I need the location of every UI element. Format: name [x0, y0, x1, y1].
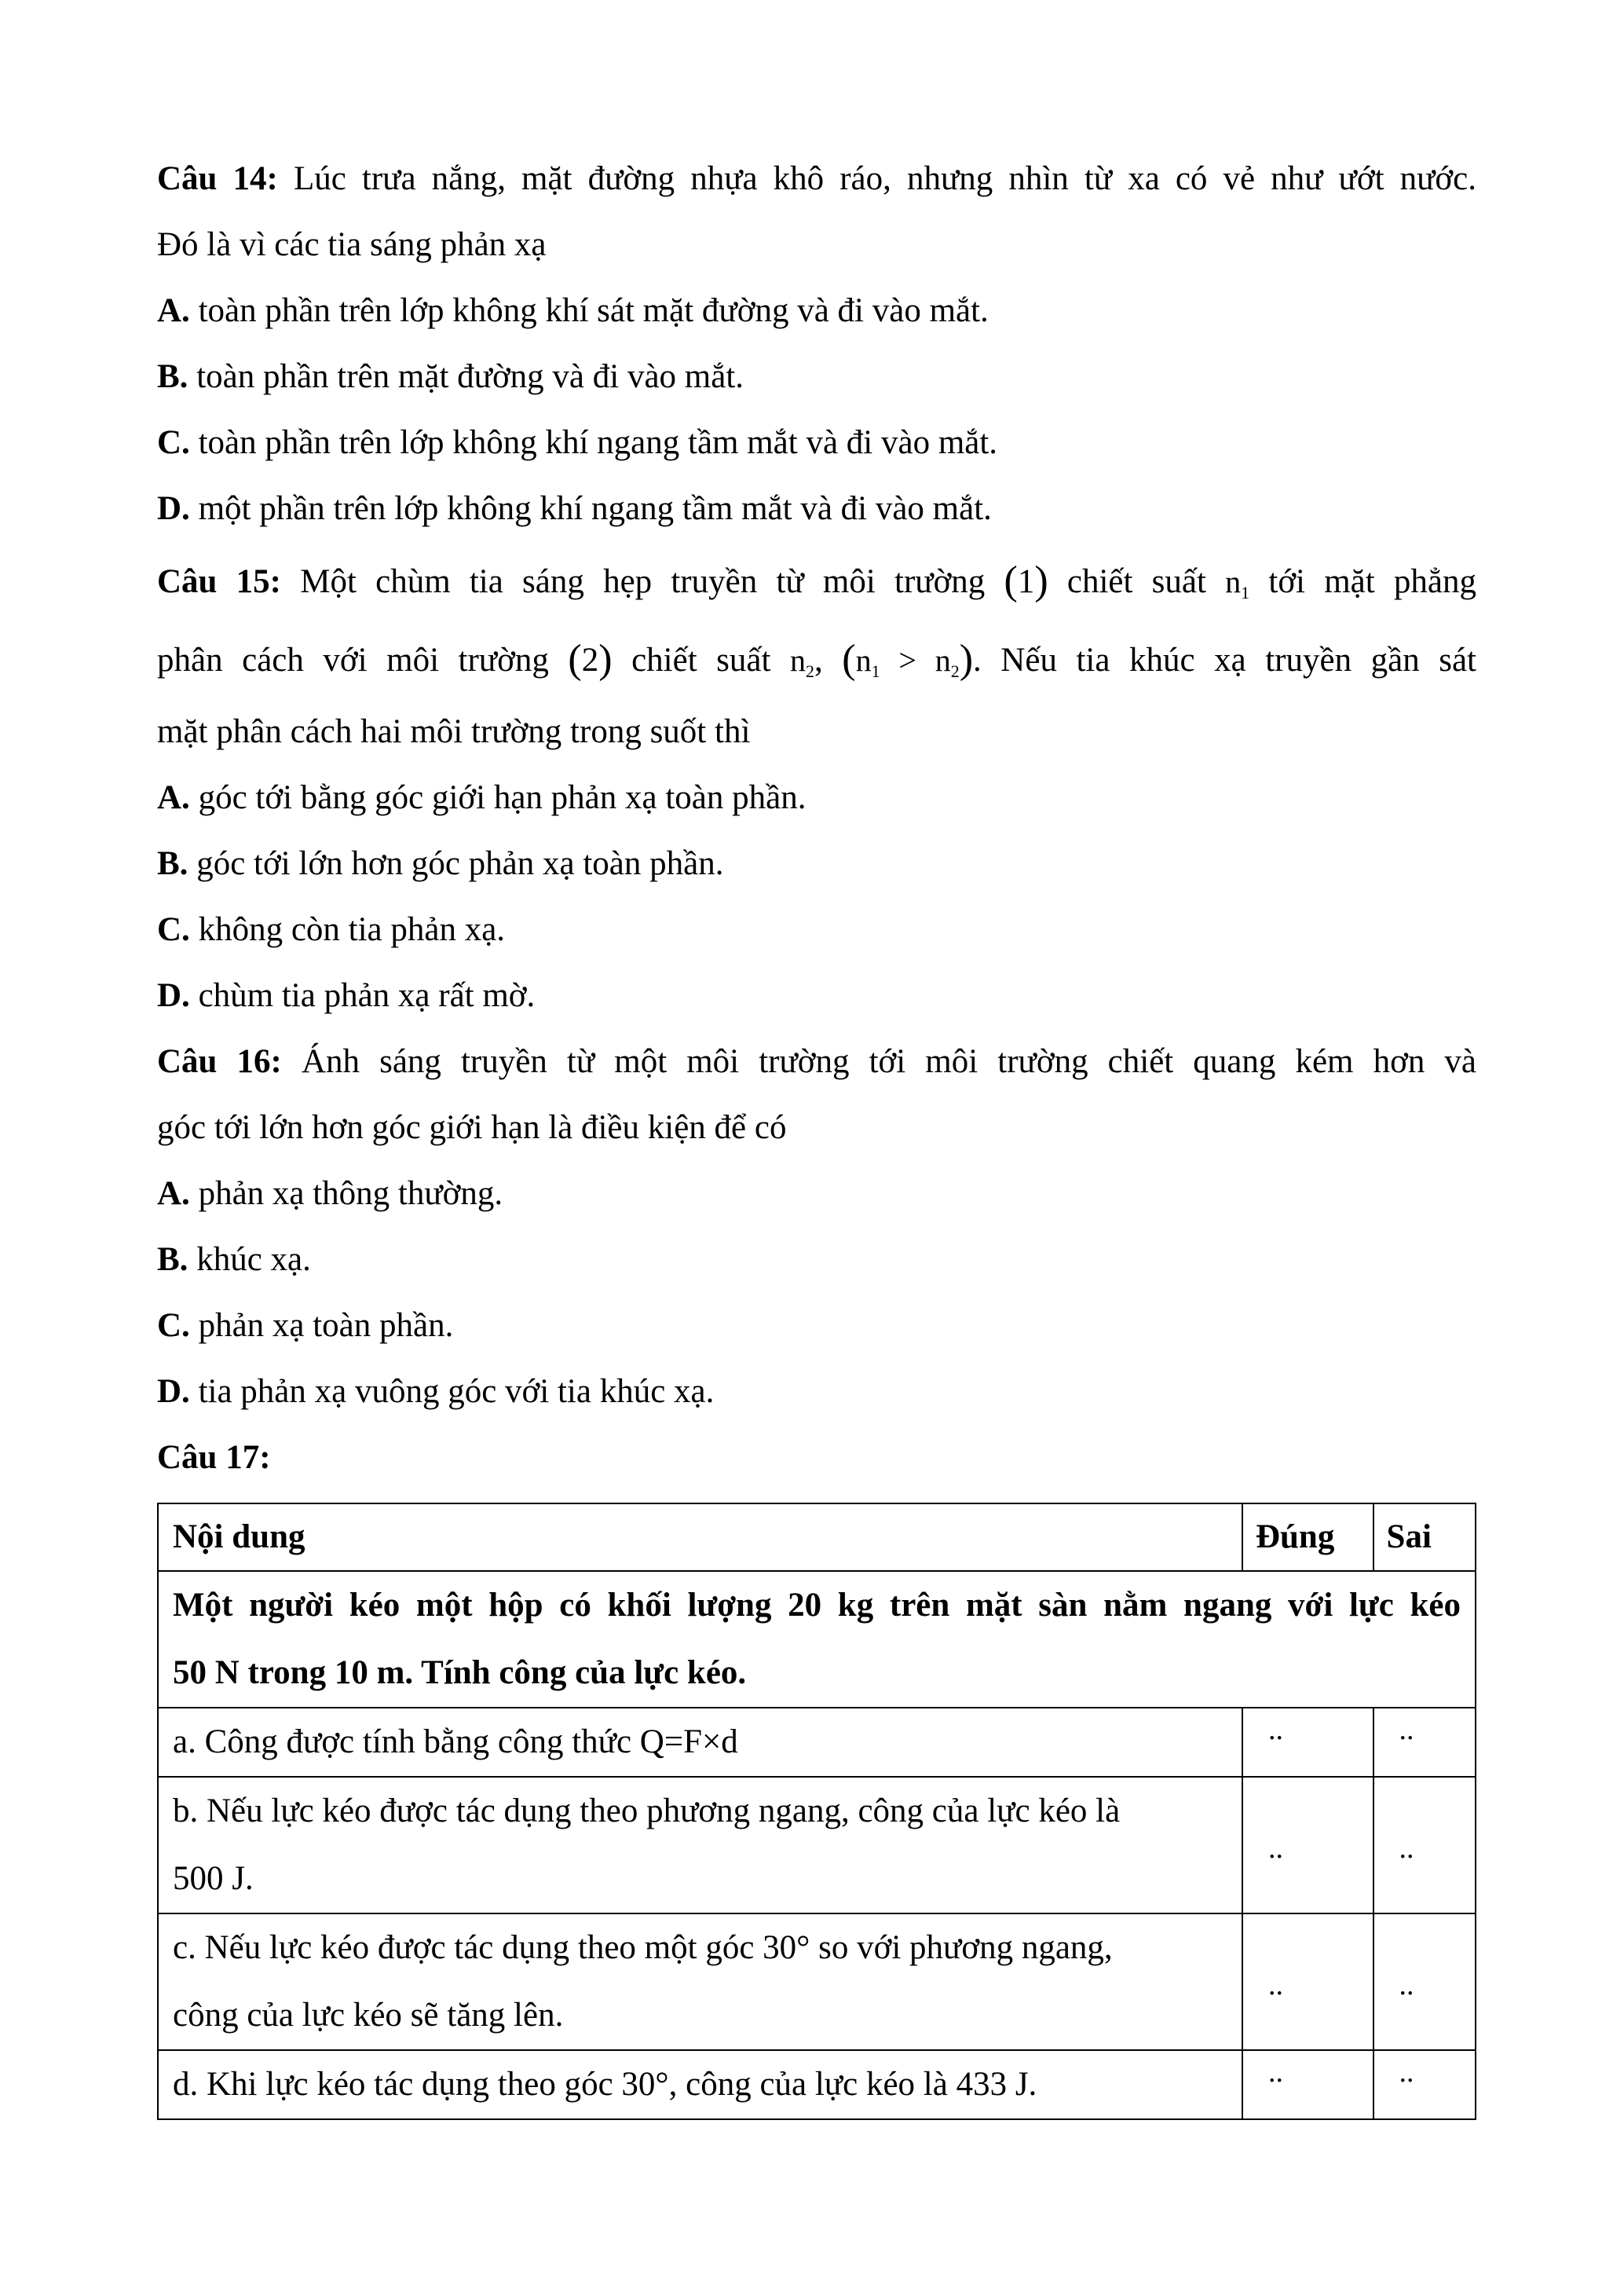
q15-option-a: A. góc tới bằng góc giới hạn phản xạ toàn phần.: [157, 779, 807, 816]
q14-option-a: A. toàn phần trên lớp không khí sát mặt đường và đi vào mắt.: [157, 292, 989, 329]
table-header-row: [158, 1503, 1476, 1571]
statement-b: b. Nếu lực kéo được tác dụng theo phương ngang, công của lực kéo là 500 J.: [158, 1777, 1242, 1913]
table-row: [158, 1708, 1476, 1777]
answer-true-a[interactable]: ..: [1242, 1708, 1373, 1777]
q15-label: Câu 15:: [157, 563, 281, 600]
header-true: Đúng: [1242, 1503, 1373, 1571]
q15-stem-line2: phân cách với môi trường (2) chiết suất $n_2$, $(n_1 > n_2)$. Nếu tia khúc xạ truyền gần sát: [157, 637, 1476, 682]
answer-true-d[interactable]: ..: [1242, 2050, 1373, 2119]
answer-false-d[interactable]: ..: [1373, 2050, 1476, 2119]
answer-false-c[interactable]: ..: [1373, 1913, 1476, 2050]
header-false: Sai: [1373, 1503, 1476, 1571]
q15-option-b: B. góc tới lớn hơn góc phản xạ toàn phần.: [157, 845, 724, 882]
q17-label: Câu 17:: [157, 1439, 271, 1476]
q14-stem-line2: Đó là vì các tia sáng phản xạ: [157, 226, 547, 263]
document-page: [157, 146, 1476, 1491]
q14-stem-line1: Câu 14: Lúc trưa nắng, mặt đường nhựa khô ráo, nhưng nhìn từ xa có vẻ như ướt nước.: [157, 160, 1476, 197]
answer-false-a[interactable]: ..: [1373, 1708, 1476, 1777]
q16-option-a: A. phản xạ thông thường.: [157, 1175, 503, 1212]
q14-option-c: C. toàn phần trên lớp không khí ngang tầm mắt và đi vào mắt.: [157, 424, 998, 461]
q14-option-b: B. toàn phần trên mặt đường và đi vào mắt.: [157, 358, 744, 395]
true-false-table: [157, 1503, 1476, 2120]
q17-label-line: [157, 1425, 1476, 1491]
header-content: Nội dung: [158, 1503, 1242, 1571]
answer-true-b[interactable]: ..: [1242, 1777, 1373, 1913]
q16-stem-line2: góc tới lớn hơn góc giới hạn là điều kiện để có: [157, 1109, 787, 1146]
q16-label: Câu 16:: [157, 1043, 282, 1080]
table-row: [158, 1777, 1476, 1913]
q15-option-d: D. chùm tia phản xạ rất mờ.: [157, 977, 536, 1014]
table-row: [158, 1913, 1476, 2050]
q15-stem-line1: Câu 15: Một chùm tia sáng hẹp truyền từ môi trường (1) chiết suất $n_1$ tới mặt phẳng: [157, 558, 1476, 603]
q15-stem-line3: mặt phân cách hai môi trường trong suốt thì: [157, 713, 751, 750]
q15-option-c: C. không còn tia phản xạ.: [157, 911, 506, 948]
q14-option-d: D. một phần trên lớp không khí ngang tầm mắt và đi vào mắt.: [157, 490, 992, 527]
answer-false-b[interactable]: ..: [1373, 1777, 1476, 1913]
q14-label: Câu 14:: [157, 160, 278, 197]
q16-option-c: C. phản xạ toàn phần.: [157, 1307, 454, 1344]
problem-statement: Một người kéo một hộp có khối lượng 20 kg trên mặt sàn nằm ngang với lực kéo 50 N trong 10 m. Tính công của lực kéo.: [158, 1571, 1476, 1708]
problem-row: [158, 1571, 1476, 1708]
statement-c: c. Nếu lực kéo được tác dụng theo một góc 30° so với phương ngang, công của lực kéo sẽ tăng lên.: [158, 1913, 1242, 2050]
table-row: [158, 2050, 1476, 2119]
q16-stem-line1: Câu 16: Ánh sáng truyền từ một môi trường tới môi trường chiết quang kém hơn và: [157, 1043, 1476, 1080]
statement-d: d. Khi lực kéo tác dụng theo góc 30°, công của lực kéo là 433 J.: [158, 2050, 1242, 2119]
q16-option-b: B. khúc xạ.: [157, 1241, 311, 1278]
statement-a: a. Công được tính bằng công thức Q=F×d: [158, 1708, 1242, 1777]
answer-true-c[interactable]: ..: [1242, 1913, 1373, 2050]
q16-option-d: D. tia phản xạ vuông góc với tia khúc xạ.: [157, 1373, 715, 1410]
